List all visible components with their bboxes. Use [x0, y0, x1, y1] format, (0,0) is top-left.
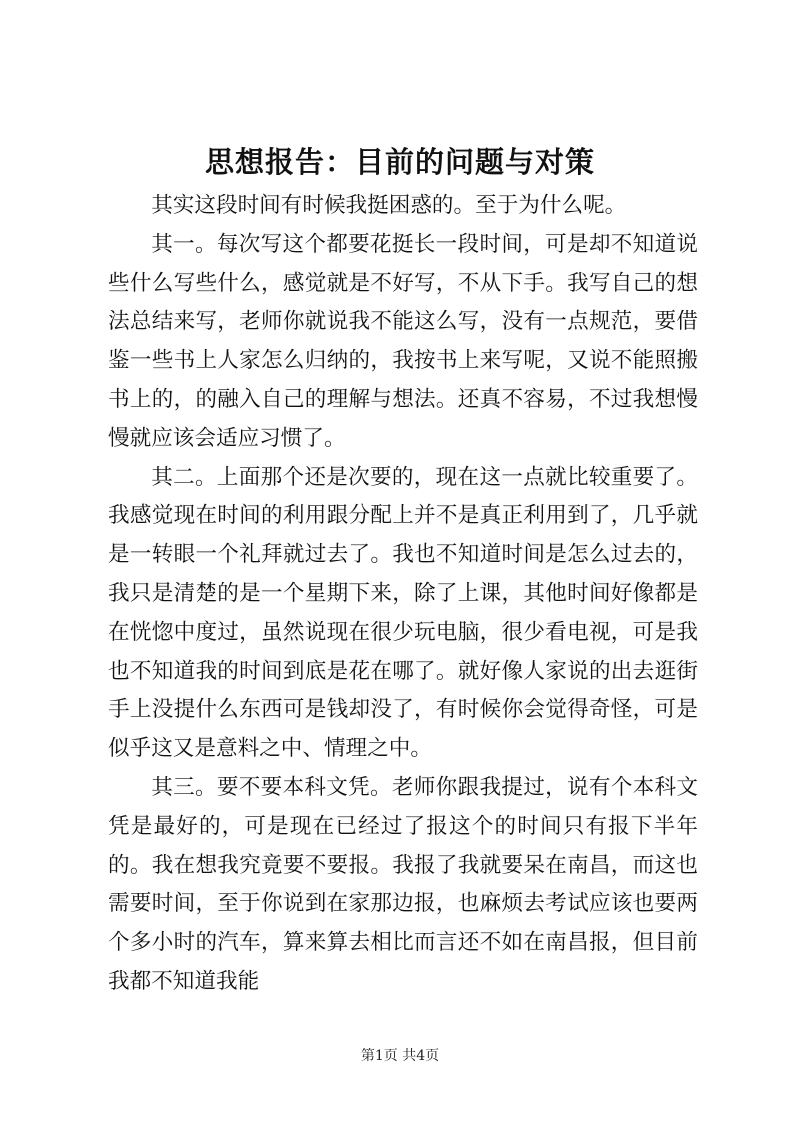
paragraph-point-one: 其一。每次写这个都要花挺长一段时间，可是却不知道说些什么写些什么，感觉就是不好写，不从下手。我写自己的想法总结来写，老师你就说我不能这么写，没有一点规范，要借鉴一些书上人家怎么归纳的，我按书上来写呢，又说不能照搬书上的，的融入自己的理解与想法。还真不容易，不过我想慢慢就应该会适应习惯了。 — [108, 231, 698, 451]
paragraph-point-two: 其二。上面那个还是次要的，现在这一点就比较重要了。我感觉现在时间的利用跟分配上并不是真正利用到了，几乎就是一转眼一个礼拜就过去了。我也不知道时间是怎么过去的，我只是清楚的是一个星期下来，除了上课，其他时间好像都是在恍惚中度过，虽然说现在很少玩电脑，很少看电视，可是我也不知道我的时间到底是花在哪了。就好像人家说的出去逛街手上没提什么东西可是钱却没了，有时候你会觉得奇怪，可是似乎这又是意料之中、情理之中。 — [108, 464, 698, 762]
document-body — [108, 187, 698, 1002]
paragraph-intro: 其实这段时间有时候我挺困惑的。至于为什么呢。 — [151, 193, 627, 218]
page-number-footer: 第1页 共4页 — [360, 1048, 440, 1064]
paragraph-point-three: 其三。要不要本科文凭。老师你跟我提过，说有个本科文凭是最好的，可是现在已经过了报这个的时间只有报下半年的。我在想我究竟要不要报。我报了我就要呆在南昌，而这也需要时间，至于你说到在家那边报，也麻烦去考试应该也要两个多小时的汽车，算来算去相比而言还不如在南昌报，但目前我都不知道我能 — [108, 774, 698, 994]
document-title: 思想报告：目前的问题与对策 — [204, 145, 595, 179]
